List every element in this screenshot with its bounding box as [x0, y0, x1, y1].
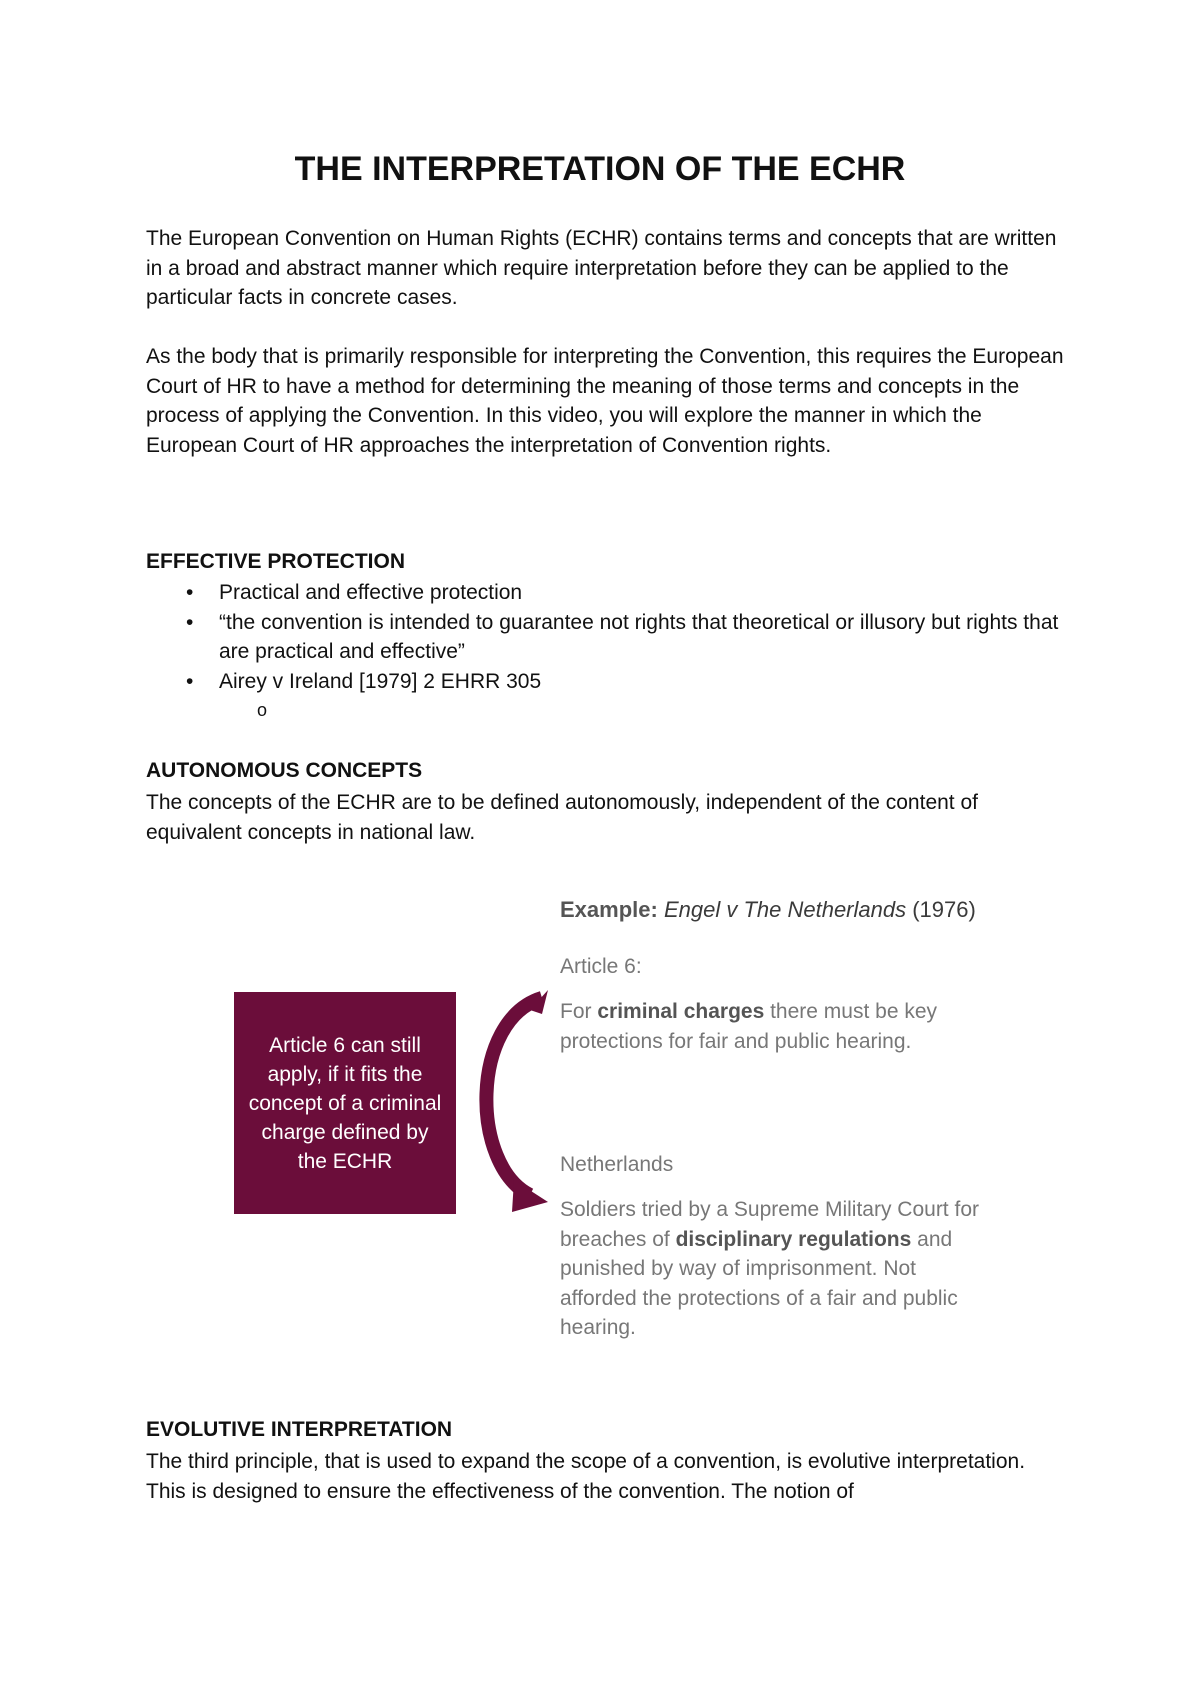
- netherlands-heading: Netherlands: [560, 1153, 674, 1176]
- engel-example-figure: [230, 895, 1010, 1350]
- list-item: [146, 608, 1066, 667]
- heading-effective-protection: EFFECTIVE PROTECTION: [146, 550, 406, 573]
- article6-text-pre: For: [560, 1000, 598, 1023]
- bullet-icon: •: [186, 610, 194, 634]
- article6-heading: Article 6:: [560, 955, 642, 978]
- netherlands-text-pre: Soldiers tried by a Supreme Military Court for breaches of: [560, 1198, 979, 1251]
- evolutive-paragraph: The third principle, that is used to expand the scope of a convention, is evolutive interpretation. This is designed to ensure the effectiveness of the convention. The notion of: [146, 1450, 1026, 1503]
- autonomous-paragraph: The concepts of the ECHR are to be defined autonomously, independent of the content of equivalent concepts in national law.: [146, 791, 978, 844]
- list-item: [146, 578, 1066, 608]
- article6-description: [560, 997, 960, 1056]
- bullet-icon: •: [186, 669, 194, 693]
- example-case: Engel v The Netherlands: [663, 897, 907, 922]
- list-item: [146, 667, 1066, 697]
- heading-evolutive-interpretation: EVOLUTIVE INTERPRETATION: [146, 1418, 453, 1441]
- netherlands-text-bold: disciplinary regulations: [675, 1227, 912, 1251]
- list-item-text: Airey v Ireland [1979] 2 EHRR 305: [219, 669, 542, 693]
- empty-sub-bullet-icon: o: [257, 700, 268, 720]
- page-title: THE INTERPRETATION OF THE ECHR: [294, 150, 906, 188]
- netherlands-text-post: and punished by way of imprisonment. Not afforded the protections of a fair and public hearing.: [560, 1227, 958, 1339]
- article6-box: [234, 992, 456, 1214]
- article6-text-bold: criminal charges: [597, 1000, 765, 1023]
- list-item-text: “the convention is intended to guarantee not rights that theoretical or illusory but rights that are practical and effective”: [219, 610, 1059, 663]
- bullet-icon: •: [186, 581, 194, 604]
- effective-protection-list: [146, 578, 1066, 696]
- example-year: (1976): [912, 897, 976, 922]
- list-item-text: Practical and effective protection: [219, 581, 523, 604]
- intro-paragraph-2: As the body that is primarily responsible for interpreting the Convention, this requires the European Court of HR to have a method for determining the meaning of those terms and concepts in the process of applying the Convention. In this video, you will explore the manner in which the European Court of HR approaches the interpretation of Convention rights.: [146, 345, 1064, 457]
- example-label: Example:: [560, 897, 658, 922]
- article6-text-post: there must be key protections for fair and public hearing.: [560, 1000, 938, 1053]
- article6-box-text: Article 6 can still apply, if it fits the concept of a criminal charge defined by the ECHR: [248, 1033, 442, 1173]
- heading-autonomous-concepts: AUTONOMOUS CONCEPTS: [146, 759, 423, 782]
- curved-arrow-icon: [460, 990, 560, 1215]
- intro-paragraph-1: The European Convention on Human Rights (ECHR) contains terms and concepts that are written in a broad and abstract manner which require interpretation before they can be applied to the particular facts in concrete cases.: [146, 227, 1057, 309]
- figure-example-title: [560, 895, 976, 925]
- netherlands-description: [560, 1195, 980, 1343]
